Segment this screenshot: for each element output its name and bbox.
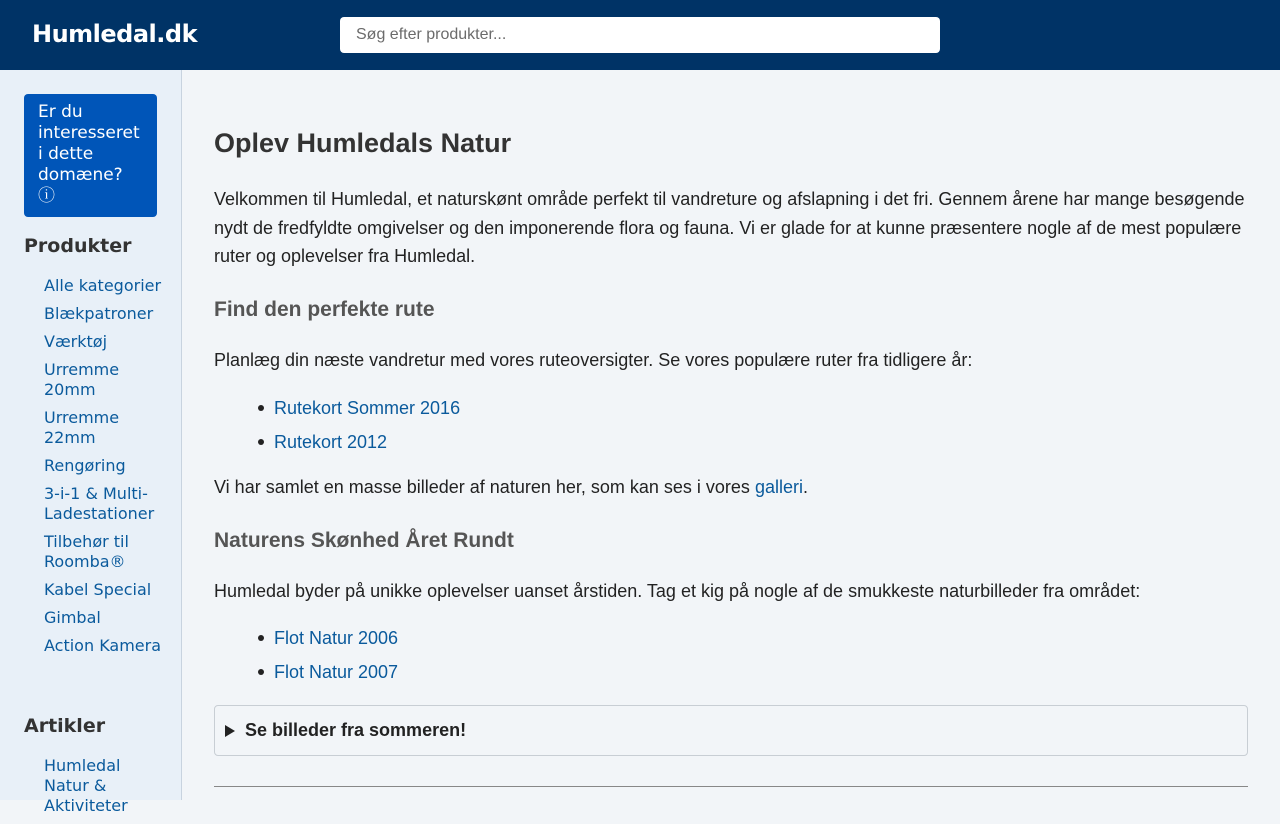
- disclosure-label: Se billeder fra sommeren!: [245, 720, 467, 740]
- gallery-link[interactable]: galleri: [754, 477, 803, 497]
- info-icon: ⓘ: [38, 186, 55, 206]
- seasons-paragraph: Humledal byder på unikke oplevelser uanset årstiden. Tag et kig på nogle af de smukkeste naturbilleder fra området:: [214, 581, 1141, 601]
- route-link-sommer-2016[interactable]: Rutekort Sommer 2016: [274, 398, 460, 432]
- routes-paragraph: Planlæg din næste vandretur med vores ruteoversigter. Se vores populære ruter fra tidligere år:: [214, 350, 973, 370]
- sidebar-item-rengoering[interactable]: Rengøring: [44, 456, 126, 475]
- section-heading-routes: Find den perfekte rute: [214, 298, 435, 321]
- top-header: [0, 0, 1280, 70]
- sidebar-item-action-kamera[interactable]: Action Kamera: [44, 636, 162, 655]
- gallery-text: Vi har samlet en masse billeder af naturen her, som kan ses i vores: [214, 477, 755, 497]
- nature-link-2006[interactable]: Flot Natur 2006: [274, 628, 398, 662]
- route-link-2012[interactable]: Rutekort 2012: [274, 432, 460, 466]
- summer-photos-disclosure[interactable]: [214, 705, 1248, 756]
- section-heading-seasons: Naturens Skønhed Året Rundt: [214, 529, 514, 552]
- sidebar-item-urremme-20mm[interactable]: Urremme 20mm: [44, 360, 120, 399]
- sidebar-item-vaerktoej[interactable]: Værktøj: [44, 332, 108, 351]
- sidebar-item-alle-kategorier[interactable]: Alle kategorier: [44, 276, 162, 295]
- domain-interest-button[interactable]: [24, 94, 157, 217]
- domain-interest-label: Er du interesseret i dette domæne?: [38, 102, 140, 185]
- divider: [214, 786, 1248, 787]
- articles-list: [44, 756, 169, 824]
- search-input[interactable]: [340, 17, 940, 53]
- sidebar-item-gimbal[interactable]: Gimbal: [44, 608, 101, 627]
- gallery-text-end: .: [802, 477, 808, 497]
- products-heading: Produkter: [24, 235, 132, 257]
- page-title: Oplev Humledals Natur: [214, 128, 512, 158]
- sidebar-item-kabel-special[interactable]: Kabel Special: [44, 580, 152, 599]
- routes-list: [274, 398, 460, 465]
- articles-heading: Artikler: [24, 715, 106, 737]
- sidebar-item-urremme-22mm[interactable]: Urremme 22mm: [44, 408, 120, 447]
- site-logo[interactable]: Humledal.dk: [32, 20, 198, 48]
- disclosure-triangle-icon: [225, 725, 235, 737]
- sidebar-item-humledal-natur[interactable]: Humledal Natur & Aktiviteter: [44, 756, 128, 815]
- gallery-paragraph: [214, 473, 1248, 502]
- sidebar-item-roomba-tilbehoer[interactable]: Tilbehør til Roomba®: [44, 532, 129, 571]
- intro-paragraph: Velkommen til Humledal, et naturskønt område perfekt til vandreture og afslapning i det fri. Gennem årene har mange besøgende nydt de fredfyldte omgivelser og den imponerende flora og fauna. Vi er glade for at kunne præsentere nogle af de mest populære ruter og oplevelser fra Humledal.: [214, 189, 1245, 266]
- sidebar-item-blaekpatroner[interactable]: Blækpatroner: [44, 304, 154, 323]
- nature-links-list: [274, 628, 398, 695]
- sidebar: [0, 70, 182, 815]
- products-list: [44, 276, 169, 664]
- nature-link-2007[interactable]: Flot Natur 2007: [274, 662, 398, 696]
- sidebar-item-ladestationer[interactable]: 3-i-1 & Multi-Ladestationer: [44, 484, 155, 523]
